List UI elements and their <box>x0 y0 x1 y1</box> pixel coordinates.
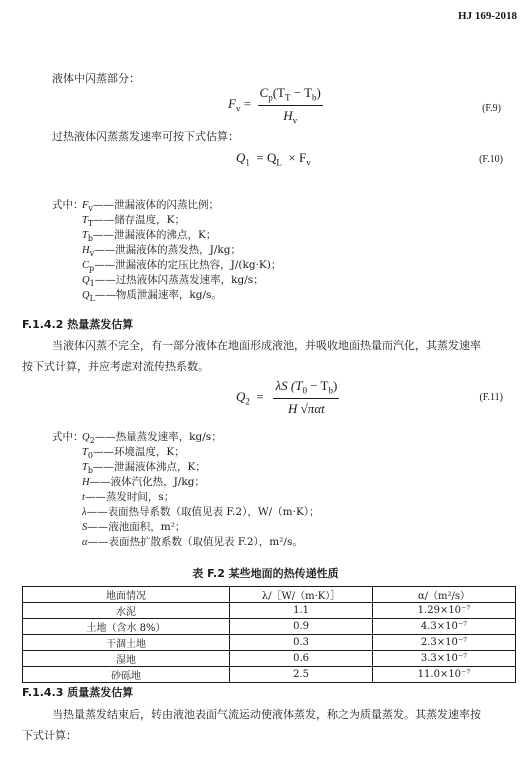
section-f143-para-2: 下式计算： <box>22 729 77 742</box>
symbol-name: F <box>82 200 89 211</box>
symbol-row <box>52 213 281 228</box>
table-cell: 11.0×10⁻⁷ <box>373 667 516 683</box>
eq-f9-fraction <box>258 85 323 125</box>
table-cell: 3.3×10⁻⁷ <box>373 651 516 667</box>
table-header-row <box>23 587 516 603</box>
eq-f10-q: Q <box>236 150 246 165</box>
eq-f9-num-b-sub: T <box>285 92 291 103</box>
symbol-subscript: v <box>88 204 93 214</box>
symbol-row <box>52 460 320 475</box>
symbol-row <box>52 288 281 303</box>
eq-f10-sub3: v <box>306 157 311 168</box>
symbol-name: T <box>82 215 88 226</box>
intro-superheat-text: 过热液体闪蒸蒸发速率可按下式估算： <box>52 130 239 143</box>
symbol-row <box>52 228 281 243</box>
eq-f11-num-end: ) <box>332 378 338 393</box>
symbol-subscript: 1 <box>89 279 95 289</box>
eq-f11-den-root: √παt <box>300 400 325 416</box>
eq-f9-num-c-sub: b <box>312 92 317 103</box>
table-cell: 土地（含水 8%） <box>23 619 230 635</box>
eq-f9-lhs: F <box>228 96 236 112</box>
table-row <box>23 603 516 619</box>
table-cell: 0.3 <box>230 635 373 651</box>
symbol-row <box>52 243 281 258</box>
symbol-subscript: p <box>89 264 95 274</box>
symbol-description: ——表面热扩散系数（取值见表 F.2），m²/s。 <box>87 536 303 548</box>
eq-f9-num-a: C <box>259 85 269 100</box>
table-cell: 4.3×10⁻⁷ <box>373 619 516 635</box>
symbol-row <box>52 445 320 460</box>
table-cell: 干涸土地 <box>23 635 230 651</box>
equation-f11: $Q_2$ = $\frac{\lambda S (T_0 - T_b)}{\text{H √παt}}$ <box>236 378 338 416</box>
symbol-row <box>52 520 320 535</box>
eq-f11-num-sub1: 0 <box>302 385 307 396</box>
table-header-lambda: λ/［W/（m·K）］ <box>230 587 373 603</box>
eq-f11-lhs: Q <box>236 388 246 404</box>
symbol-subscript: b <box>87 466 93 476</box>
symbol-row <box>52 430 320 445</box>
table-cell: 1.1 <box>230 603 373 619</box>
table-cell: 砂砾地 <box>23 667 230 683</box>
table-row <box>23 635 516 651</box>
table-cell: 0.9 <box>230 619 373 635</box>
section-f142-para-2: 按下式计算，并应考虑对流传热系数。 <box>22 360 209 373</box>
symbol-description: ——蒸发时间，s； <box>84 491 175 503</box>
symbol-description: ——液体汽化热，J/kg； <box>89 476 205 488</box>
eq-f11-fraction <box>273 378 339 417</box>
table-f2 <box>22 586 516 683</box>
table-row <box>23 651 516 667</box>
eq-f10-mid: = Q <box>256 150 277 165</box>
eq-f11-num: λS (T <box>275 378 303 393</box>
eq-f11-den-h: H <box>288 400 298 416</box>
table-header-alpha: α/（m²/s） <box>373 587 516 603</box>
table-cell: 1.29×10⁻⁷ <box>373 603 516 619</box>
symbol-description: ——液池面积，m²； <box>87 521 186 533</box>
intro-flash-text: 液体中闪蒸部分： <box>52 72 140 85</box>
table-cell: 2.5 <box>230 667 373 683</box>
symbol-name: t <box>82 492 85 503</box>
symbol-description: ——储存温度，K； <box>93 214 186 226</box>
table-cell: 湿地 <box>23 651 230 667</box>
symbol-description: ——泄漏液体的蒸发热，J/kg； <box>94 244 241 256</box>
symbol-name: T <box>82 230 88 241</box>
symbol-list-1 <box>52 198 281 303</box>
symbol-row <box>52 475 320 490</box>
symbol-row <box>52 490 320 505</box>
symbol-description: ——泄漏液体的沸点，K； <box>92 229 217 241</box>
symbol-description: ——热量蒸发速率，kg/s； <box>94 431 222 443</box>
symbol-description: ——泄漏液体的闪蒸比例； <box>92 199 219 211</box>
table-cell: 水泥 <box>23 603 230 619</box>
eq-f10-number: (F.10) <box>479 154 503 165</box>
symbol-subscript: L <box>89 294 95 304</box>
symbol-description: ——物质泄漏速率，kg/s。 <box>94 289 222 301</box>
equation-f10 <box>236 150 311 168</box>
symbol-name: S <box>82 522 88 533</box>
symbol-row <box>52 535 320 550</box>
table-row <box>23 667 516 683</box>
symbol-description: ——过热液体闪蒸蒸发速率，kg/s； <box>94 274 264 286</box>
symbol-name: C <box>82 260 90 271</box>
symbol-description: ——泄漏液体的定压比热容，J/(kg·K)； <box>94 259 282 271</box>
eq-f10-sub1: 1 <box>245 157 250 168</box>
eq-f9-lhs-sub: v <box>235 103 241 114</box>
symbol-prefix: 式中： <box>52 431 84 443</box>
section-f142-title: F.1.4.2 热量蒸发估算 <box>22 318 134 331</box>
symbol-row <box>52 273 281 288</box>
eq-f11-lhs-sub: 2 <box>245 396 250 407</box>
symbol-row <box>52 258 281 273</box>
section-f142-para-1: 当液体闪蒸不完全，有一部分液体在地面形成液池，并吸收地面热量而汽化，其蒸发速率 <box>52 339 481 352</box>
symbol-description: ——泄漏液体沸点，K； <box>92 461 206 473</box>
symbol-description: ——表面热导系数（取值见表 F.2），W/（m·K）； <box>86 506 320 518</box>
eq-f9-num-b: (T <box>272 85 285 100</box>
symbol-row <box>52 198 281 213</box>
symbol-subscript: b <box>87 234 93 244</box>
symbol-row <box>52 505 320 520</box>
eq-f9-num-c: − T <box>293 85 313 100</box>
table-row <box>23 619 516 635</box>
symbol-subscript: 0 <box>87 451 93 461</box>
symbol-list-2 <box>52 430 320 550</box>
symbol-description: ——环境温度，K； <box>92 446 185 458</box>
symbol-subscript: 2 <box>89 436 95 446</box>
table-header-ground: 地面情况 <box>23 587 230 603</box>
section-f143-para-1: 当热量蒸发结束后，转由液池表面气流运动使液体蒸发，称之为质量蒸发。其蒸发速率按 <box>52 708 481 721</box>
table-cell: 2.3×10⁻⁷ <box>373 635 516 651</box>
symbol-name: T <box>82 462 88 473</box>
eq-f9-number: (F.9) <box>482 103 501 114</box>
equation-f9: $F_v$ = $\frac{C_p(T_T - T_b)}{H_v}$ <box>228 85 321 126</box>
symbol-name: H <box>82 477 90 488</box>
eq-f9-den: H <box>283 107 293 123</box>
eq-f11-num-mid: − T <box>310 378 329 393</box>
document-id: HJ 169-2018 <box>458 10 517 22</box>
section-f143-title: F.1.4.3 质量蒸发估算 <box>22 686 134 699</box>
symbol-name: Q <box>82 432 90 443</box>
eq-f10-tail: × F <box>288 150 307 165</box>
symbol-name: T <box>82 447 88 458</box>
symbol-subscript: T <box>87 219 94 229</box>
symbol-name: H <box>82 245 90 256</box>
symbol-name: Q <box>82 275 90 286</box>
table-cell: 0.6 <box>230 651 373 667</box>
eq-f9-num-d: ) <box>316 85 321 100</box>
eq-f9-num-a-sub: p <box>268 92 273 103</box>
eq-f10-sub2: L <box>276 157 282 168</box>
eq-f11-number: (F.11) <box>479 392 503 403</box>
eq-f9-den-sub: v <box>292 115 298 126</box>
symbol-name: λ <box>82 507 87 518</box>
eq-f11-num-sub2: b <box>328 385 333 396</box>
table-f2-caption: 表 F.2 某些地面的热传递性质 <box>192 567 339 580</box>
symbol-name: Q <box>82 290 90 301</box>
symbol-prefix: 式中： <box>52 199 84 211</box>
symbol-name: α <box>82 537 88 548</box>
symbol-subscript: v <box>89 249 95 259</box>
